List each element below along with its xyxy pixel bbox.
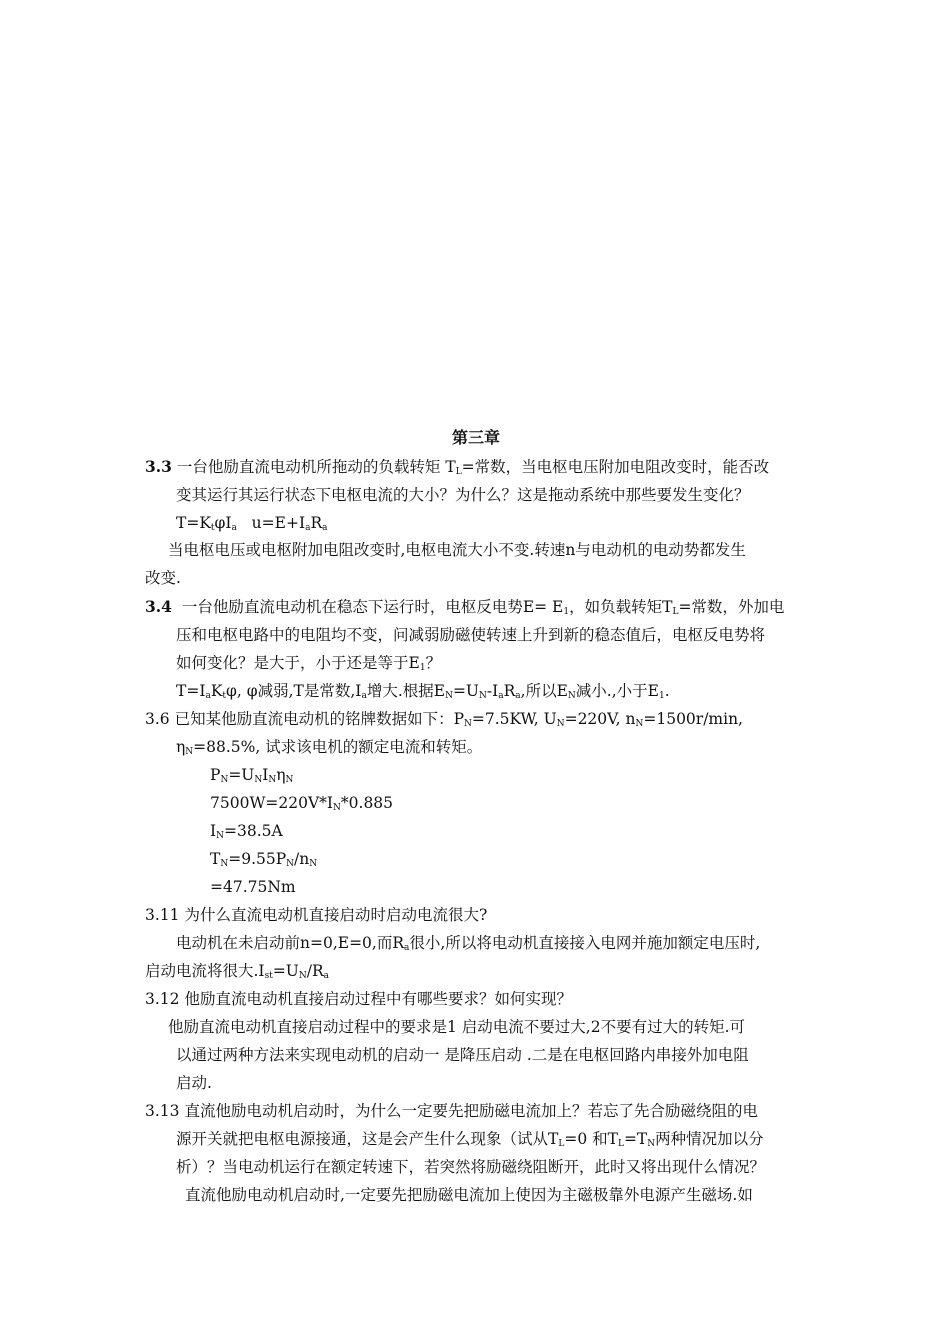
q3-3-answer2: 改变. xyxy=(145,569,181,587)
q3-4-answer: $T=I_aK_t\varphi$, φ减弱,T是常数$,I_a$增大.根据$E_N=U_N-I_aR_a$,所以$E_N$减小.,小于$E_1$. xyxy=(176,682,670,701)
q3-12-question: 3.12 他励直流电动机直接启动过程中有哪些要求？如何实现？ xyxy=(145,990,572,1008)
q3-11-answer2: 启动电流将很大$.I_{st}=U_N/R_a$ xyxy=(145,962,330,981)
q3-13-line2: 源开关就把电枢电源接通，这是会产生什么现象（试从$T_L=0$ 和$T_L=T_N$两种情况加以分 xyxy=(176,1130,764,1149)
q3-12-answer2: 以通过两种方法来实现电动机的启动一 是降压启动 .二是在电枢回路内串接外加电阻 xyxy=(176,1046,749,1064)
q3-6-step5: =47.75Nm xyxy=(210,878,296,896)
q3-6-step4: $T_N=9.55P_N/n_N$ xyxy=(210,850,318,869)
q3-13-line3: 析）？当电动机运行在额定转速下，若突然将励磁绕阻断开，此时又将出现什么情况？ xyxy=(176,1158,766,1176)
q3-3-line2: 变其运行其运行状态下电枢电流的大小？为什么？这是拖动系统中那些要发生变化？ xyxy=(176,486,750,504)
q3-4-line3: 如何变化？是大于，小于还是等于$E_1$？ xyxy=(176,654,442,673)
q3-6-step1: $P_N=U_NI_N\eta_N$ xyxy=(210,766,294,785)
q3-3-number: 3.3 xyxy=(145,457,172,476)
q3-12-answer1: 他励直流电动机直接启动过程中的要求是1 启动电流不要过大,2不要有过大的转矩.可 xyxy=(168,1018,746,1036)
q3-3-formula: $T=K_t\varphi I_a$ $u=E+I_aR_a$ xyxy=(176,514,328,533)
q3-11-question: 3.11 为什么直流电动机直接启动时启动电流很大? xyxy=(145,906,488,924)
chapter-title: 第三章 xyxy=(452,428,501,447)
q3-6-line1: 3.6 已知某他励直流电动机的铭牌数据如下：$P_N=7.5KW$, $U_N=220V$, $n_N=1500r/\min$, xyxy=(145,710,743,729)
q3-13-line1: 3.13 直流他励电动机启动时，为什么一定要先把励磁电流加上？若忘了先合励磁绕阻的电 xyxy=(145,1102,758,1120)
q3-11-answer1: 电动机在未启动前n=0,E=0,而$R_a$很小,所以将电动机直接接入电网并施加额定电压时, xyxy=(176,934,761,953)
q3-6-step3: $I_N=38.5A$ xyxy=(210,822,283,841)
q3-4-number: 3.4 xyxy=(145,597,172,616)
q3-3-line1: 3.3 一台他励直流电动机所拖动的负载转矩 $T_L=$常数，当电枢电压附加电阻改变时，能否改 xyxy=(145,457,770,477)
q3-12-answer3: 启动. xyxy=(176,1074,212,1092)
q3-6-line2: $\eta_N=88.5\%$, 试求该电机的额定电流和转矩。 xyxy=(176,738,483,757)
q3-6-step2: $7500W=220V*I_N*0.885$ xyxy=(210,794,394,813)
q3-4-line2: 压和电枢电路中的电阻均不变，问减弱励磁使转速上升到新的稳态值后，电枢反电势将 xyxy=(176,626,766,644)
q3-3-answer1: 当电枢电压或电枢附加电阻改变时,电枢电流大小不变.转速n与电动机的电动势都发生 xyxy=(168,541,746,559)
q3-4-line1: 3.4 一台他励直流电动机在稳态下运行时，电枢反电势$E= E_1$，如负载转矩$T_L=$常数，外加电 xyxy=(145,597,785,617)
q3-13-answer1: 直流他励电动机启动时,一定要先把励磁电流加上使因为主磁极靠外电源产生磁场.如 xyxy=(185,1186,753,1204)
